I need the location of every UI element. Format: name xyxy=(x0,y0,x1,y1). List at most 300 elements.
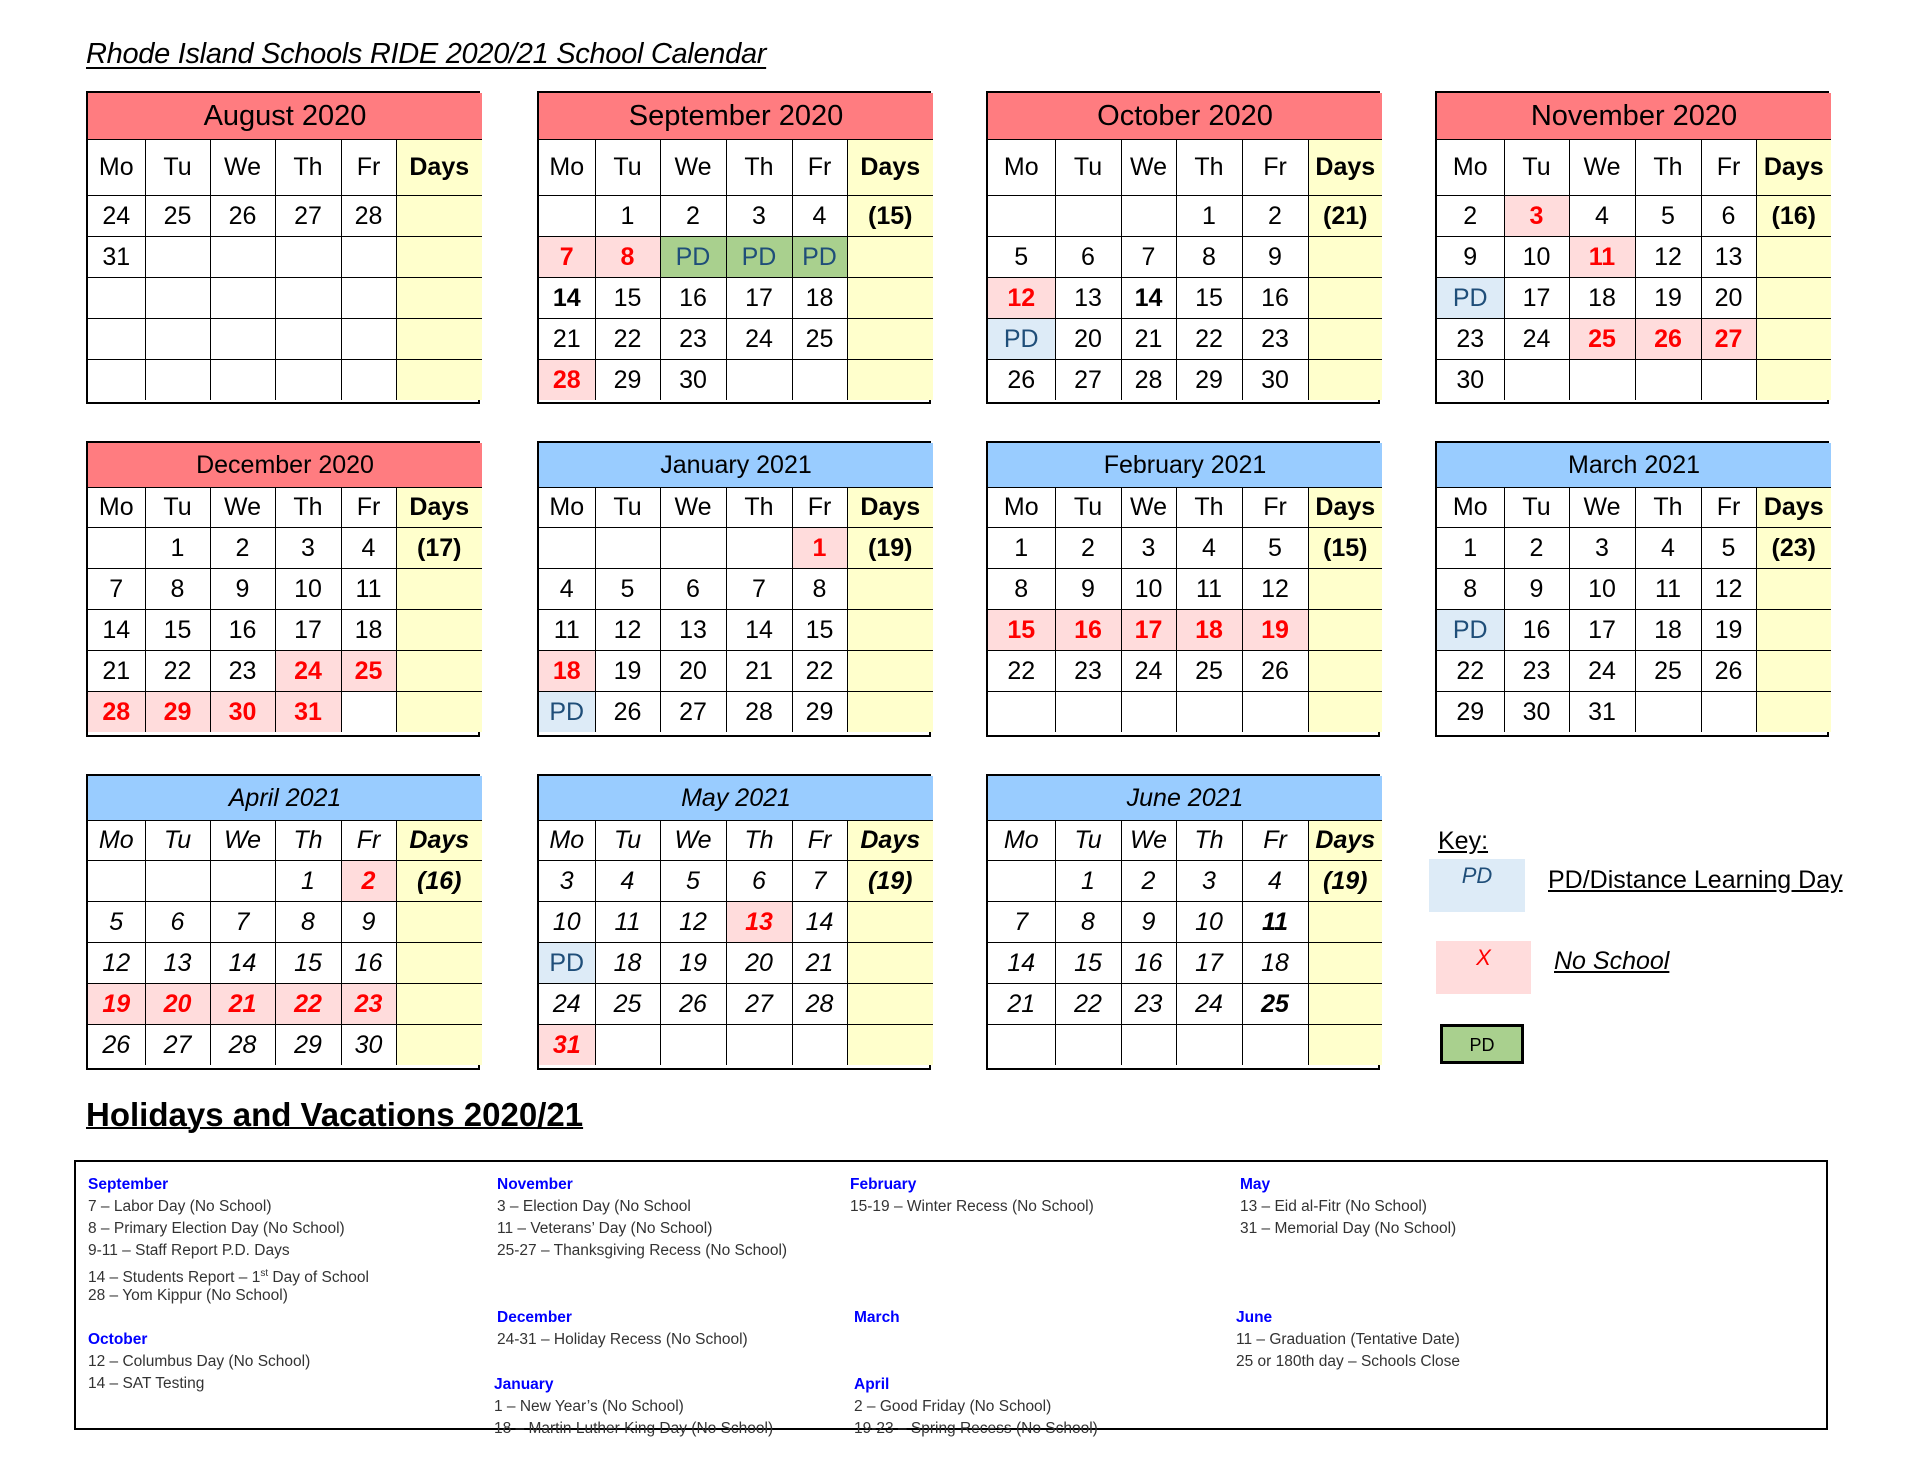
day-cell: 21 xyxy=(726,651,792,692)
day-cell: 5 xyxy=(595,569,660,610)
month-title: April 2021 xyxy=(88,776,482,821)
weekday-header: Th xyxy=(726,488,792,528)
month-title: October 2020 xyxy=(988,93,1382,140)
weekday-header: Fr xyxy=(792,140,847,196)
days-count-cell xyxy=(1308,360,1382,401)
day-cell: 28 xyxy=(792,984,847,1025)
key-swatch-pd-distance xyxy=(1429,859,1525,912)
calendar-june-2021 xyxy=(986,774,1380,1070)
day-cell: 23 xyxy=(1055,651,1121,692)
empty-cell xyxy=(1055,196,1121,237)
empty-cell xyxy=(1176,692,1242,733)
weekday-header: Mo xyxy=(1437,488,1504,528)
day-cell: 9 xyxy=(341,902,396,943)
empty-cell xyxy=(660,1025,726,1066)
day-cell: 4 xyxy=(539,569,595,610)
days-count-cell: (23) xyxy=(1756,528,1831,569)
day-cell: 8 xyxy=(792,569,847,610)
holiday-entry: 18 – Martin Luther King Day (No School) xyxy=(494,1420,774,1438)
days-count-cell: (19) xyxy=(1308,861,1382,902)
weekday-header: We xyxy=(1569,140,1635,196)
day-cell: 12 xyxy=(1242,569,1308,610)
days-count-cell: (17) xyxy=(396,528,482,569)
day-cell: 15 xyxy=(1055,943,1121,984)
days-count-cell xyxy=(1756,319,1831,360)
empty-cell xyxy=(145,278,210,319)
weekday-header: Fr xyxy=(792,821,847,861)
day-cell: 8 xyxy=(275,902,341,943)
day-cell: 25 xyxy=(595,984,660,1025)
day-cell: 23 xyxy=(1504,651,1569,692)
week-row xyxy=(539,651,933,692)
empty-cell xyxy=(726,528,792,569)
holiday-month-label: September xyxy=(88,1176,169,1193)
days-column-header: Days xyxy=(847,488,933,528)
day-cell: 9 xyxy=(1437,237,1504,278)
day-cell-no-school: 23 xyxy=(341,984,396,1025)
day-cell: 14 xyxy=(88,610,145,651)
days-column-header: Days xyxy=(1308,821,1382,861)
day-cell-no-school: 11 xyxy=(1569,237,1635,278)
weekday-header: Mo xyxy=(988,821,1055,861)
day-cell-no-school: 12 xyxy=(988,278,1055,319)
day-cell: 13 xyxy=(660,610,726,651)
day-cell: 26 xyxy=(1242,651,1308,692)
week-row xyxy=(1437,360,1831,401)
empty-cell xyxy=(1176,1025,1242,1066)
day-cell: 9 xyxy=(1242,237,1308,278)
week-row xyxy=(1437,651,1831,692)
empty-cell xyxy=(341,278,396,319)
empty-cell xyxy=(595,528,660,569)
holiday-entry: 11 – Veterans’ Day (No School) xyxy=(497,1220,713,1238)
week-row xyxy=(88,528,482,569)
week-row xyxy=(1437,528,1831,569)
week-row xyxy=(88,237,482,278)
day-cell: 6 xyxy=(660,569,726,610)
page-title: Rhode Island Schools RIDE 2020/21 School Calendar xyxy=(86,38,767,70)
day-cell: 3 xyxy=(726,196,792,237)
days-count-cell xyxy=(847,360,933,401)
day-cell: 19 xyxy=(1701,610,1756,651)
days-count-cell xyxy=(1756,569,1831,610)
day-cell: 25 xyxy=(1242,984,1308,1025)
day-cell: 18 xyxy=(792,278,847,319)
weekday-header: Th xyxy=(275,821,341,861)
days-count-cell xyxy=(847,984,933,1025)
day-cell-no-school: 8 xyxy=(595,237,660,278)
days-count-cell xyxy=(396,360,482,401)
days-count-cell xyxy=(396,610,482,651)
holiday-entry: 19-23 – Spring Recess (No School) xyxy=(854,1420,1098,1438)
day-cell-no-school: 13 xyxy=(726,902,792,943)
weekday-header: Tu xyxy=(1504,140,1569,196)
day-cell-no-school: 3 xyxy=(1504,196,1569,237)
day-cell: 7 xyxy=(792,861,847,902)
empty-cell xyxy=(660,528,726,569)
day-cell-no-school: 27 xyxy=(1701,319,1756,360)
day-cell: 1 xyxy=(145,528,210,569)
days-count-cell: (19) xyxy=(847,861,933,902)
holiday-month-label: March xyxy=(854,1309,900,1326)
days-count-cell xyxy=(396,237,482,278)
weekday-header: Mo xyxy=(988,488,1055,528)
week-row xyxy=(88,569,482,610)
holiday-entry: 1 – New Year’s (No School) xyxy=(494,1398,684,1415)
days-count-cell xyxy=(1308,692,1382,733)
calendar-november-2020 xyxy=(1435,91,1829,404)
day-cell: 1 xyxy=(1437,528,1504,569)
week-row xyxy=(88,1025,482,1066)
day-cell: 14 xyxy=(792,902,847,943)
calendar-september-2020 xyxy=(537,91,931,404)
weekday-header: We xyxy=(1121,821,1176,861)
holidays-title: Holidays and Vacations 2020/21 xyxy=(86,1096,584,1133)
empty-cell xyxy=(88,319,145,360)
day-cell-no-school: 29 xyxy=(145,692,210,733)
day-cell: 29 xyxy=(1437,692,1504,733)
day-cell: 16 xyxy=(1242,278,1308,319)
day-cell: 16 xyxy=(1504,610,1569,651)
days-count-cell: (19) xyxy=(847,528,933,569)
week-row xyxy=(88,196,482,237)
day-cell: 3 xyxy=(1569,528,1635,569)
week-row xyxy=(988,319,1382,360)
key-swatch-pd-staff-text: PD xyxy=(1469,1035,1495,1055)
empty-cell xyxy=(88,861,145,902)
empty-cell xyxy=(792,1025,847,1066)
empty-cell xyxy=(1635,692,1701,733)
day-cell: 16 xyxy=(341,943,396,984)
week-row xyxy=(539,569,933,610)
day-cell: 11 xyxy=(539,610,595,651)
day-cell: 5 xyxy=(1242,528,1308,569)
days-count-cell xyxy=(847,902,933,943)
day-cell: 10 xyxy=(1121,569,1176,610)
day-cell: 20 xyxy=(1055,319,1121,360)
day-cell: 18 xyxy=(1569,278,1635,319)
days-count-cell xyxy=(1308,902,1382,943)
day-cell: 24 xyxy=(1504,319,1569,360)
day-cell: 14 xyxy=(988,943,1055,984)
day-cell: 6 xyxy=(1055,237,1121,278)
week-row xyxy=(88,692,482,733)
day-cell: 20 xyxy=(726,943,792,984)
day-cell-no-school: 28 xyxy=(539,360,595,401)
day-cell: 25 xyxy=(792,319,847,360)
empty-cell xyxy=(1242,692,1308,733)
day-cell-pd-distance: PD xyxy=(1437,278,1504,319)
weekday-header: Tu xyxy=(145,488,210,528)
week-row xyxy=(539,943,933,984)
day-cell: 9 xyxy=(1055,569,1121,610)
day-cell: 2 xyxy=(1121,861,1176,902)
day-cell: 30 xyxy=(660,360,726,401)
day-cell-pd-staff: PD xyxy=(660,237,726,278)
empty-cell xyxy=(539,196,595,237)
days-column-header: Days xyxy=(1756,488,1831,528)
holiday-entry: 15-19 – Winter Recess (No School) xyxy=(850,1198,1094,1215)
days-count-cell xyxy=(1756,360,1831,401)
day-cell: 10 xyxy=(1504,237,1569,278)
days-count-cell xyxy=(396,569,482,610)
days-count-cell xyxy=(396,902,482,943)
day-cell: 12 xyxy=(595,610,660,651)
key-swatch-no-school xyxy=(1436,941,1531,994)
day-cell: 4 xyxy=(1569,196,1635,237)
day-cell: 10 xyxy=(1569,569,1635,610)
days-count-cell xyxy=(1756,692,1831,733)
month-title: May 2021 xyxy=(539,776,933,821)
day-cell: 26 xyxy=(210,196,275,237)
day-cell: 8 xyxy=(988,569,1055,610)
weekday-header: Fr xyxy=(341,140,396,196)
day-cell: 3 xyxy=(275,528,341,569)
empty-cell xyxy=(1055,1025,1121,1066)
week-row xyxy=(539,237,933,278)
week-row xyxy=(988,278,1382,319)
day-cell: 4 xyxy=(341,528,396,569)
day-cell: 2 xyxy=(1504,528,1569,569)
calendar-august-2020 xyxy=(86,91,480,404)
days-count-cell xyxy=(1308,610,1382,651)
holiday-month-label: June xyxy=(1236,1309,1273,1326)
week-row xyxy=(539,692,933,733)
days-count-cell xyxy=(1756,610,1831,651)
key-swatch-pd-staff xyxy=(1440,1024,1524,1064)
weekday-header: We xyxy=(210,140,275,196)
day-cell: 4 xyxy=(595,861,660,902)
day-cell-no-school: 19 xyxy=(1242,610,1308,651)
day-cell: 25 xyxy=(1176,651,1242,692)
empty-cell xyxy=(275,237,341,278)
empty-cell xyxy=(88,360,145,401)
day-cell: 21 xyxy=(88,651,145,692)
holiday-month-label: November xyxy=(497,1176,573,1193)
day-cell-no-school: 2 xyxy=(341,861,396,902)
week-row xyxy=(1437,278,1831,319)
day-cell: 28 xyxy=(1121,360,1176,401)
holiday-group-december xyxy=(497,1307,748,1351)
day-cell: 26 xyxy=(88,1025,145,1066)
day-cell-no-school: 25 xyxy=(341,651,396,692)
day-cell: 11 xyxy=(1176,569,1242,610)
day-cell: 10 xyxy=(275,569,341,610)
weekday-header: Fr xyxy=(1242,488,1308,528)
day-cell: 29 xyxy=(275,1025,341,1066)
week-row xyxy=(88,278,482,319)
weekday-header: Tu xyxy=(1055,140,1121,196)
day-cell: 14 xyxy=(210,943,275,984)
week-row xyxy=(988,651,1382,692)
day-cell-no-school: 31 xyxy=(275,692,341,733)
empty-cell xyxy=(988,1025,1055,1066)
weekday-header: We xyxy=(1569,488,1635,528)
month-title: March 2021 xyxy=(1437,443,1831,488)
days-count-cell xyxy=(1756,651,1831,692)
week-row xyxy=(988,692,1382,733)
days-count-cell xyxy=(396,1025,482,1066)
day-cell: 14 xyxy=(1121,278,1176,319)
holiday-month-label: May xyxy=(1240,1176,1271,1193)
day-cell: 10 xyxy=(539,902,595,943)
holiday-group-october xyxy=(88,1329,310,1395)
week-row xyxy=(88,943,482,984)
day-cell: 17 xyxy=(1504,278,1569,319)
day-cell: 24 xyxy=(1121,651,1176,692)
weekday-header: We xyxy=(1121,488,1176,528)
empty-cell xyxy=(1055,692,1121,733)
month-title: August 2020 xyxy=(88,93,482,140)
day-cell-no-school: 16 xyxy=(1055,610,1121,651)
holiday-group-may xyxy=(1240,1174,1456,1240)
empty-cell xyxy=(210,278,275,319)
day-cell: 23 xyxy=(210,651,275,692)
day-cell-no-school: 24 xyxy=(275,651,341,692)
day-cell-no-school: 7 xyxy=(539,237,595,278)
days-count-cell xyxy=(396,943,482,984)
day-cell: 7 xyxy=(726,569,792,610)
days-count-cell xyxy=(847,943,933,984)
empty-cell xyxy=(88,278,145,319)
day-cell: 24 xyxy=(726,319,792,360)
holiday-month-label: April xyxy=(854,1376,890,1393)
days-count-cell xyxy=(1308,1025,1382,1066)
weekday-header: Mo xyxy=(88,140,145,196)
days-count-cell xyxy=(396,278,482,319)
holiday-group-april xyxy=(854,1374,1098,1440)
weekday-header: Tu xyxy=(145,140,210,196)
day-cell: 22 xyxy=(1437,651,1504,692)
day-cell-no-school: 19 xyxy=(88,984,145,1025)
calendar-february-2021 xyxy=(986,441,1380,737)
empty-cell xyxy=(210,861,275,902)
key-swatch-pd-distance-text: PD xyxy=(1461,863,1493,888)
day-cell-no-school: 15 xyxy=(988,610,1055,651)
holiday-entry: 11 – Graduation (Tentative Date) xyxy=(1236,1331,1460,1348)
day-cell: 2 xyxy=(1437,196,1504,237)
day-cell: 1 xyxy=(1055,861,1121,902)
day-cell: 31 xyxy=(88,237,145,278)
day-cell: 7 xyxy=(988,902,1055,943)
day-cell: 27 xyxy=(1055,360,1121,401)
day-cell: 22 xyxy=(792,651,847,692)
day-cell: 31 xyxy=(1569,692,1635,733)
day-cell: 23 xyxy=(1121,984,1176,1025)
day-cell: 1 xyxy=(275,861,341,902)
empty-cell xyxy=(988,692,1055,733)
month-title: September 2020 xyxy=(539,93,933,140)
days-count-cell xyxy=(847,569,933,610)
days-count-cell xyxy=(847,319,933,360)
day-cell: 27 xyxy=(275,196,341,237)
day-cell-pd-staff: PD xyxy=(792,237,847,278)
days-column-header: Days xyxy=(847,140,933,196)
calendar-april-2021 xyxy=(86,774,480,1070)
day-cell: 28 xyxy=(210,1025,275,1066)
empty-cell xyxy=(88,528,145,569)
weekday-header: Th xyxy=(1176,821,1242,861)
day-cell: 22 xyxy=(1055,984,1121,1025)
empty-cell xyxy=(1701,360,1756,401)
weekday-header: We xyxy=(210,488,275,528)
holiday-entry: 9-11 – Staff Report P.D. Days xyxy=(88,1242,290,1260)
empty-cell xyxy=(726,360,792,401)
empty-cell xyxy=(210,237,275,278)
empty-cell xyxy=(145,861,210,902)
weekday-header: Fr xyxy=(1701,488,1756,528)
empty-cell xyxy=(1121,1025,1176,1066)
empty-cell xyxy=(275,360,341,401)
week-row xyxy=(988,861,1382,902)
week-row xyxy=(539,984,933,1025)
day-cell: 7 xyxy=(88,569,145,610)
days-count-cell xyxy=(1308,984,1382,1025)
days-count-cell xyxy=(396,984,482,1025)
day-cell: 30 xyxy=(1437,360,1504,401)
day-cell: 27 xyxy=(660,692,726,733)
key-label-no-school: No School xyxy=(1554,947,1670,975)
days-count-cell xyxy=(1308,237,1382,278)
weekday-header: Mo xyxy=(988,140,1055,196)
weekday-header: Tu xyxy=(1504,488,1569,528)
days-count-cell xyxy=(1756,237,1831,278)
weekday-header: Mo xyxy=(539,140,595,196)
empty-cell xyxy=(341,319,396,360)
days-count-cell: (16) xyxy=(396,861,482,902)
day-cell: 13 xyxy=(1055,278,1121,319)
weekday-header: Tu xyxy=(145,821,210,861)
day-cell: 30 xyxy=(1242,360,1308,401)
weekday-header: Tu xyxy=(595,821,660,861)
empty-cell xyxy=(145,319,210,360)
day-cell: 8 xyxy=(1437,569,1504,610)
days-count-cell: (15) xyxy=(847,196,933,237)
empty-cell xyxy=(595,1025,660,1066)
holiday-group-november xyxy=(497,1174,787,1263)
day-cell-no-school: 20 xyxy=(145,984,210,1025)
week-row xyxy=(988,943,1382,984)
day-cell: 6 xyxy=(1701,196,1756,237)
week-row xyxy=(539,902,933,943)
week-row xyxy=(539,319,933,360)
holiday-month-label: December xyxy=(497,1309,572,1326)
weekday-header: Tu xyxy=(595,488,660,528)
day-cell: 17 xyxy=(1569,610,1635,651)
week-row xyxy=(1437,692,1831,733)
day-cell: 29 xyxy=(1176,360,1242,401)
day-cell: 4 xyxy=(1242,861,1308,902)
weekday-header: Mo xyxy=(539,821,595,861)
key-label-pd-distance: PD/Distance Learning Day xyxy=(1548,866,1843,894)
days-count-cell xyxy=(1308,278,1382,319)
holiday-entry: 25-27 – Thanksgiving Recess (No School) xyxy=(497,1242,788,1260)
weekday-header: Th xyxy=(726,821,792,861)
days-count-cell: (21) xyxy=(1308,196,1382,237)
weekday-header: Fr xyxy=(1242,821,1308,861)
days-count-cell xyxy=(1308,943,1382,984)
day-cell-pd-staff: PD xyxy=(726,237,792,278)
weekday-header: We xyxy=(660,821,726,861)
day-cell: 15 xyxy=(595,278,660,319)
day-cell-pd-distance: PD xyxy=(988,319,1055,360)
month-title: February 2021 xyxy=(988,443,1382,488)
holiday-month-label: February xyxy=(850,1176,917,1193)
day-cell: 28 xyxy=(726,692,792,733)
week-row xyxy=(1437,196,1831,237)
day-cell: 21 xyxy=(792,943,847,984)
weekday-header: Th xyxy=(275,488,341,528)
